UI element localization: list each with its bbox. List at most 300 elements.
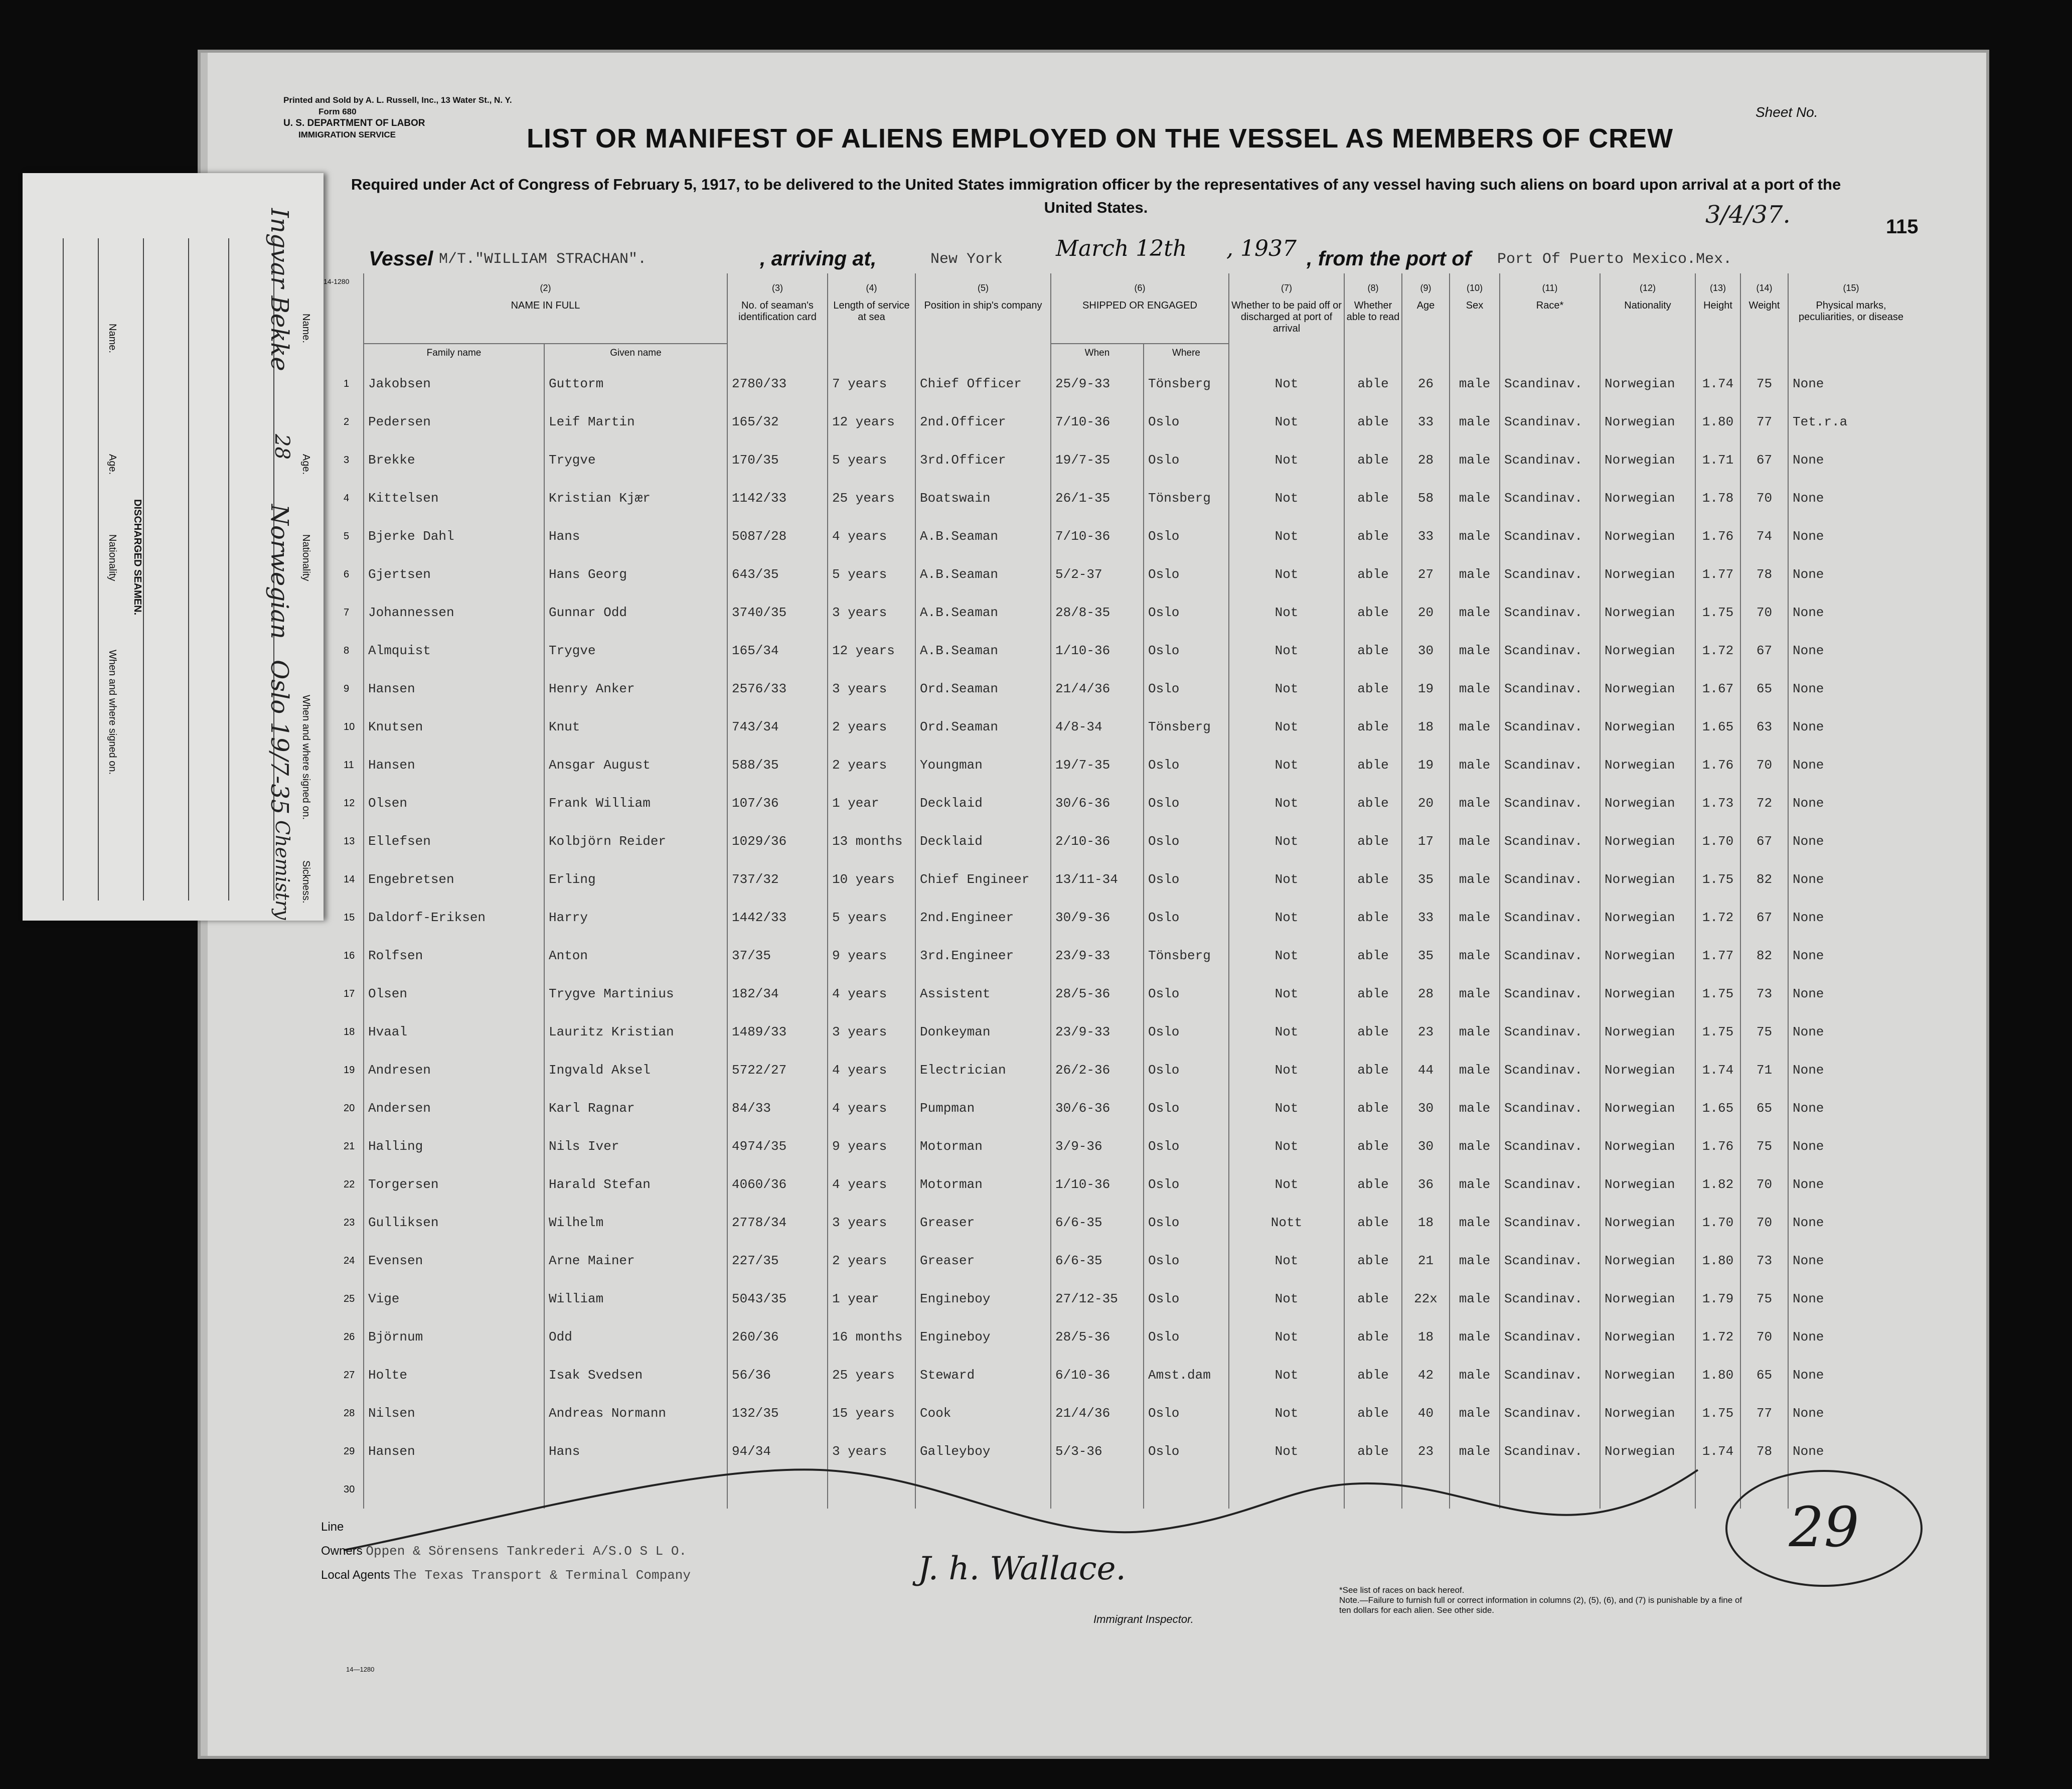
shipped-when-cell: 23/9-33 — [1051, 1013, 1144, 1051]
paid-off-cell: Not — [1229, 403, 1344, 441]
shipped-when-cell: 28/5-36 — [1051, 975, 1144, 1013]
col-paid-off-header: (7) Whether to be paid off or discharged at port of arrival — [1229, 273, 1344, 365]
col-height-header: (13) Height — [1695, 273, 1740, 365]
height-cell: 1.67 — [1695, 670, 1740, 708]
paid-off-cell: Not — [1229, 593, 1344, 632]
race-cell: Scandinav. — [1500, 365, 1600, 403]
paid-off-cell: Not — [1229, 1013, 1344, 1051]
family-name-cell: Olsen — [364, 975, 544, 1013]
paid-off-cell: Not — [1229, 1051, 1344, 1089]
paid-off-cell: Not — [1229, 899, 1344, 937]
shipped-where-cell: Oslo — [1144, 1318, 1229, 1356]
weight-cell: 73 — [1740, 1242, 1788, 1280]
nationality-cell: Norwegian — [1600, 365, 1695, 403]
given-name-cell: Andreas Normann — [544, 1394, 727, 1432]
race-cell: Scandinav. — [1500, 784, 1600, 822]
able-to-read-cell: able — [1344, 860, 1402, 899]
nationality-cell: Norwegian — [1600, 1165, 1695, 1204]
paid-off-cell: Not — [1229, 937, 1344, 975]
agents-value: The Texas Transport & Terminal Company — [393, 1568, 691, 1583]
nationality-cell: Norwegian — [1600, 1013, 1695, 1051]
weight-cell: 71 — [1740, 1051, 1788, 1089]
panel-rule — [143, 238, 144, 901]
nationality-cell: Norwegian — [1600, 441, 1695, 479]
nationality-cell: Norwegian — [1600, 555, 1695, 593]
height-cell: 1.73 — [1695, 784, 1740, 822]
given-name-cell: William — [544, 1280, 727, 1318]
panel-header-age: Age. — [300, 454, 311, 475]
panel-header-signed-2: When and where signed on. — [107, 650, 118, 775]
paid-off-cell: Not — [1229, 1356, 1344, 1394]
service-length-cell: 25 years — [828, 479, 915, 517]
able-to-read-cell: able — [1344, 593, 1402, 632]
family-name-cell: Engebretsen — [364, 860, 544, 899]
physical-marks-cell: None — [1788, 975, 1914, 1013]
penalty-note: Note.—Failure to furnish full or correct information in columns (2), (5), (6), and (7) is punishable by a fine of ten dollars for each alien. See other side. — [1339, 1595, 1742, 1615]
table-row — [344, 1394, 1914, 1432]
imprint-line: IMMIGRATION SERVICE — [298, 130, 396, 139]
service-length-cell: 9 years — [828, 1127, 915, 1165]
race-cell: Scandinav. — [1500, 593, 1600, 632]
weight-cell: 70 — [1740, 1165, 1788, 1204]
sex-cell: male — [1450, 479, 1500, 517]
given-name-cell: Kristian Kjær — [544, 479, 727, 517]
id-card-cell: 5043/35 — [727, 1280, 828, 1318]
able-to-read-cell: able — [1344, 1051, 1402, 1089]
row-number-cell: 20 — [344, 1102, 355, 1114]
sex-cell: male — [1450, 1242, 1500, 1280]
weight-cell: 77 — [1740, 1394, 1788, 1432]
table-row — [344, 708, 1914, 746]
table-row — [344, 1356, 1914, 1394]
able-to-read-cell: able — [1344, 1165, 1402, 1204]
service-length-cell: 2 years — [828, 708, 915, 746]
nationality-cell: Norwegian — [1600, 1204, 1695, 1242]
position-cell: Chief Officer — [915, 365, 1051, 403]
able-to-read-cell: able — [1344, 937, 1402, 975]
age-cell: 44 — [1402, 1051, 1450, 1089]
vessel-name: M/T."WILLIAM STRACHAN". — [439, 251, 647, 268]
physical-marks-cell: None — [1788, 1280, 1914, 1318]
given-name-cell: Lauritz Kristian — [544, 1013, 727, 1051]
able-to-read-cell: able — [1344, 1089, 1402, 1127]
able-to-read-cell: able — [1344, 784, 1402, 822]
col-card-header: (3) No. of seaman's identification card — [727, 273, 828, 365]
shipped-when-cell: 30/6-36 — [1051, 784, 1144, 822]
given-name-cell: Anton — [544, 937, 727, 975]
shipped-where-cell: Oslo — [1144, 784, 1229, 822]
nationality-cell: Norwegian — [1600, 670, 1695, 708]
physical-marks-cell: None — [1788, 1127, 1914, 1165]
race-cell: Scandinav. — [1500, 1051, 1600, 1089]
position-cell: 2nd.Engineer — [915, 899, 1051, 937]
discharged-age: 28 — [270, 434, 293, 460]
id-card-cell: 5087/28 — [727, 517, 828, 555]
shipped-where-cell: Oslo — [1144, 1204, 1229, 1242]
sex-cell: male — [1450, 1089, 1500, 1127]
panel-rule — [188, 238, 189, 901]
nationality-cell: Norwegian — [1600, 1089, 1695, 1127]
height-cell: 1.77 — [1695, 555, 1740, 593]
col-age-header: (9) Age — [1402, 273, 1450, 365]
physical-marks-cell: None — [1788, 441, 1914, 479]
physical-marks-cell: None — [1788, 1013, 1914, 1051]
id-card-cell: 643/35 — [727, 555, 828, 593]
id-card-cell: 3740/35 — [727, 593, 828, 632]
paid-off-cell: Nott — [1229, 1204, 1344, 1242]
nationality-cell: Norwegian — [1600, 1127, 1695, 1165]
family-name-cell: Johannessen — [364, 593, 544, 632]
given-name-cell: Hans Georg — [544, 555, 727, 593]
shipped-where-cell: Tönsberg — [1144, 365, 1229, 403]
family-name-cell: Rolfsen — [364, 937, 544, 975]
row-number-cell: 18 — [344, 1026, 355, 1037]
nationality-cell: Norwegian — [1600, 784, 1695, 822]
handwritten-date-note: 3/4/37. — [1705, 201, 1791, 229]
shipped-when-cell: 30/6-36 — [1051, 1089, 1144, 1127]
paid-off-cell: Not — [1229, 1127, 1344, 1165]
given-name-cell: Ansgar August — [544, 746, 727, 784]
sex-cell: male — [1450, 746, 1500, 784]
position-cell: Assistent — [915, 975, 1051, 1013]
shipped-where-cell: Oslo — [1144, 1242, 1229, 1280]
height-cell: 1.74 — [1695, 1432, 1740, 1470]
family-name-cell: Andersen — [364, 1089, 544, 1127]
paid-off-cell: Not — [1229, 975, 1344, 1013]
circled-crew-total: 29 — [1725, 1470, 1923, 1587]
panel-header-sickness: Sickness. — [300, 860, 311, 904]
nationality-cell: Norwegian — [1600, 1394, 1695, 1432]
height-cell: 1.80 — [1695, 1242, 1740, 1280]
age-cell: 28 — [1402, 441, 1450, 479]
id-card-cell: 84/33 — [727, 1089, 828, 1127]
service-length-cell: 5 years — [828, 555, 915, 593]
position-cell: Motorman — [915, 1165, 1051, 1204]
shipped-where-cell: Oslo — [1144, 1432, 1229, 1470]
shipped-when-cell: 28/5-36 — [1051, 1318, 1144, 1356]
row-number-cell: 2 — [344, 416, 350, 427]
able-to-read-cell: able — [1344, 555, 1402, 593]
physical-marks-cell: None — [1788, 746, 1914, 784]
position-cell: 3rd.Engineer — [915, 937, 1051, 975]
able-to-read-cell: able — [1344, 1127, 1402, 1165]
service-length-cell: 25 years — [828, 1356, 915, 1394]
id-card-cell: 2778/34 — [727, 1204, 828, 1242]
sex-cell: male — [1450, 1356, 1500, 1394]
age-cell: 18 — [1402, 1204, 1450, 1242]
physical-marks-cell: None — [1788, 860, 1914, 899]
position-cell: Ord.Seaman — [915, 670, 1051, 708]
paid-off-cell: Not — [1229, 1318, 1344, 1356]
col-service-header: (4) Length of service at sea — [828, 273, 915, 365]
age-cell: 30 — [1402, 1089, 1450, 1127]
physical-marks-cell: None — [1788, 670, 1914, 708]
row-number-cell: 3 — [344, 454, 350, 466]
given-name-cell: Harry — [544, 899, 727, 937]
owners-block — [321, 1515, 691, 1587]
service-length-cell: 16 months — [828, 1318, 915, 1356]
weight-cell: 70 — [1740, 593, 1788, 632]
height-cell: 1.80 — [1695, 403, 1740, 441]
age-cell: 33 — [1402, 403, 1450, 441]
id-card-cell: 227/35 — [727, 1242, 828, 1280]
arriving-port: New York — [930, 251, 1003, 268]
shipped-where-cell: Oslo — [1144, 670, 1229, 708]
shipped-when-cell: 21/4/36 — [1051, 1394, 1144, 1432]
row-number-cell: 1 — [344, 378, 350, 389]
service-length-cell: 15 years — [828, 1394, 915, 1432]
races-footnote: *See list of races on back hereof. — [1339, 1585, 1465, 1595]
weight-cell: 67 — [1740, 441, 1788, 479]
age-cell: 35 — [1402, 860, 1450, 899]
race-cell: Scandinav. — [1500, 1127, 1600, 1165]
sex-cell: male — [1450, 1394, 1500, 1432]
where-subheader: Where — [1144, 344, 1229, 365]
id-card-cell: 743/34 — [727, 708, 828, 746]
able-to-read-cell: able — [1344, 1318, 1402, 1356]
physical-marks-cell: None — [1788, 1165, 1914, 1204]
able-to-read-cell: able — [1344, 1204, 1402, 1242]
shipped-when-cell: 4/8-34 — [1051, 708, 1144, 746]
shipped-when-cell: 28/8-35 — [1051, 593, 1144, 632]
id-card-cell: 56/36 — [727, 1356, 828, 1394]
physical-marks-cell: None — [1788, 1051, 1914, 1089]
family-name-cell: Jakobsen — [364, 365, 544, 403]
shipped-when-cell: 19/7-35 — [1051, 746, 1144, 784]
paid-off-cell: Not — [1229, 708, 1344, 746]
position-cell: Chief Engineer — [915, 860, 1051, 899]
table-row — [344, 403, 1914, 441]
table-row — [344, 517, 1914, 555]
id-card-cell: 165/32 — [727, 403, 828, 441]
shipped-where-cell: Oslo — [1144, 1089, 1229, 1127]
height-cell: 1.75 — [1695, 860, 1740, 899]
panel-rule — [228, 238, 229, 901]
row-number-cell: 8 — [344, 645, 350, 656]
col-marks-header: (15) Physical marks, peculiarities, or disease — [1788, 273, 1914, 365]
row-number-cell: 13 — [344, 835, 355, 847]
height-cell: 1.72 — [1695, 899, 1740, 937]
row-number-cell: 25 — [344, 1293, 355, 1304]
height-cell: 1.76 — [1695, 1127, 1740, 1165]
family-name-cell: Björnum — [364, 1318, 544, 1356]
family-name-cell: Daldorf-Eriksen — [364, 899, 544, 937]
nationality-cell: Norwegian — [1600, 708, 1695, 746]
position-cell: Decklaid — [915, 822, 1051, 860]
weight-cell: 65 — [1740, 670, 1788, 708]
given-name-cell: Odd — [544, 1318, 727, 1356]
given-name-cell: Hans — [544, 517, 727, 555]
paid-off-cell: Not — [1229, 555, 1344, 593]
position-cell: Motorman — [915, 1127, 1051, 1165]
able-to-read-cell: able — [1344, 441, 1402, 479]
race-cell: Scandinav. — [1500, 1089, 1600, 1127]
age-cell: 33 — [1402, 899, 1450, 937]
shipped-when-cell: 7/10-36 — [1051, 517, 1144, 555]
able-to-read-cell: able — [1344, 670, 1402, 708]
discharged-signed: Oslo 19/7-35 — [265, 660, 293, 815]
weight-cell: 72 — [1740, 784, 1788, 822]
paid-off-cell: Not — [1229, 1432, 1344, 1470]
race-cell: Scandinav. — [1500, 1394, 1600, 1432]
given-name-cell: Isak Svedsen — [544, 1356, 727, 1394]
position-cell: Galleyboy — [915, 1432, 1051, 1470]
table-row — [344, 975, 1914, 1013]
inspector-signature: J. h. Wallace. — [918, 1550, 1126, 1587]
height-cell: 1.78 — [1695, 479, 1740, 517]
col-nationality-header: (12) Nationality — [1600, 273, 1695, 365]
id-card-cell: 1142/33 — [727, 479, 828, 517]
given-name-cell: Harald Stefan — [544, 1165, 727, 1204]
age-cell: 20 — [1402, 784, 1450, 822]
row-number-cell: 9 — [344, 683, 350, 694]
shipped-where-cell: Tönsberg — [1144, 708, 1229, 746]
footnotes — [1339, 1585, 1750, 1615]
paid-off-cell: Not — [1229, 822, 1344, 860]
age-cell: 23 — [1402, 1013, 1450, 1051]
physical-marks-cell: None — [1788, 1394, 1914, 1432]
physical-marks-cell: None — [1788, 632, 1914, 670]
row-number-cell: 29 — [344, 1445, 355, 1457]
given-name-cell: Nils Iver — [544, 1127, 727, 1165]
age-cell: 21 — [1402, 1242, 1450, 1280]
shipped-when-cell: 27/12-35 — [1051, 1280, 1144, 1318]
shipped-when-cell: 23/9-33 — [1051, 937, 1144, 975]
shipped-when-cell: 5/2-37 — [1051, 555, 1144, 593]
position-cell: Youngman — [915, 746, 1051, 784]
id-card-cell: 260/36 — [727, 1318, 828, 1356]
age-cell: 20 — [1402, 593, 1450, 632]
table-row — [344, 1127, 1914, 1165]
race-cell: Scandinav. — [1500, 1013, 1600, 1051]
page-title: LIST OR MANIFEST OF ALIENS EMPLOYED ON THE VESSEL AS MEMBERS OF CREW — [527, 123, 1674, 154]
weight-cell: 70 — [1740, 746, 1788, 784]
row-number-cell: 5 — [344, 530, 350, 542]
imprint-line: Printed and Sold by A. L. Russell, Inc., 13 Water St., N. Y. — [283, 95, 512, 105]
position-cell: Decklaid — [915, 784, 1051, 822]
shipped-when-cell: 26/2-36 — [1051, 1051, 1144, 1089]
sex-cell: male — [1450, 632, 1500, 670]
service-length-cell: 4 years — [828, 1165, 915, 1204]
height-cell: 1.70 — [1695, 822, 1740, 860]
service-length-cell: 4 years — [828, 517, 915, 555]
height-cell: 1.75 — [1695, 593, 1740, 632]
weight-cell: 70 — [1740, 479, 1788, 517]
id-card-cell: 37/35 — [727, 937, 828, 975]
table-row — [344, 1280, 1914, 1318]
position-cell: Greaser — [915, 1242, 1051, 1280]
panel-rule — [63, 238, 64, 901]
nationality-cell: Norwegian — [1600, 899, 1695, 937]
form-number-bottom: 14—1280 — [346, 1666, 375, 1673]
id-card-cell: 1489/33 — [727, 1013, 828, 1051]
row-number-cell: 23 — [344, 1217, 355, 1228]
height-cell: 1.72 — [1695, 632, 1740, 670]
row-number-cell: 6 — [344, 568, 350, 580]
id-card-cell: 165/34 — [727, 632, 828, 670]
shipped-where-cell: Oslo — [1144, 1394, 1229, 1432]
table-row — [344, 746, 1914, 784]
discharged-seamen-panel — [23, 173, 324, 921]
physical-marks-cell: Tet.r.a — [1788, 403, 1914, 441]
id-card-cell: 4974/35 — [727, 1127, 828, 1165]
physical-marks-cell: None — [1788, 1089, 1914, 1127]
id-card-cell: 132/35 — [727, 1394, 828, 1432]
weight-cell: 67 — [1740, 632, 1788, 670]
family-name-cell: Bjerke Dahl — [364, 517, 544, 555]
row-number-cell: 11 — [344, 759, 354, 771]
sex-cell: male — [1450, 441, 1500, 479]
family-name-cell: Gulliksen — [364, 1204, 544, 1242]
col-weight-header: (14) Weight — [1740, 273, 1788, 365]
imprint-line: Form 680 — [318, 107, 357, 116]
sex-cell: male — [1450, 784, 1500, 822]
race-cell: Scandinav. — [1500, 937, 1600, 975]
paid-off-cell: Not — [1229, 746, 1344, 784]
paid-off-cell: Not — [1229, 860, 1344, 899]
race-cell: Scandinav. — [1500, 479, 1600, 517]
table-row — [344, 555, 1914, 593]
paid-off-cell: Not — [1229, 632, 1344, 670]
position-cell: 3rd.Officer — [915, 441, 1051, 479]
position-cell: A.B.Seaman — [915, 593, 1051, 632]
imprint-line: U. S. DEPARTMENT OF LABOR — [283, 118, 425, 128]
age-cell: 30 — [1402, 632, 1450, 670]
sex-cell: male — [1450, 860, 1500, 899]
able-to-read-cell: able — [1344, 403, 1402, 441]
given-name-cell: Karl Ragnar — [544, 1089, 727, 1127]
position-cell: A.B.Seaman — [915, 517, 1051, 555]
shipped-where-cell: Oslo — [1144, 1013, 1229, 1051]
family-name-cell: Pedersen — [364, 403, 544, 441]
height-cell: 1.75 — [1695, 1013, 1740, 1051]
position-cell: Engineboy — [915, 1280, 1051, 1318]
nationality-cell: Norwegian — [1600, 1280, 1695, 1318]
paid-off-cell: Not — [1229, 670, 1344, 708]
service-length-cell: 12 years — [828, 632, 915, 670]
nationality-cell: Norwegian — [1600, 1356, 1695, 1394]
nationality-cell: Norwegian — [1600, 517, 1695, 555]
given-name-cell: Arne Mainer — [544, 1242, 727, 1280]
position-cell: 2nd.Officer — [915, 403, 1051, 441]
shipped-where-cell: Tönsberg — [1144, 479, 1229, 517]
service-length-cell: 3 years — [828, 1204, 915, 1242]
race-cell: Scandinav. — [1500, 975, 1600, 1013]
height-cell: 1.79 — [1695, 1280, 1740, 1318]
physical-marks-cell: None — [1788, 479, 1914, 517]
race-cell: Scandinav. — [1500, 1204, 1600, 1242]
given-name-cell: Gunnar Odd — [544, 593, 727, 632]
form-number: 14-1280 — [324, 277, 350, 285]
physical-marks-cell: None — [1788, 1204, 1914, 1242]
race-cell: Scandinav. — [1500, 1356, 1600, 1394]
shipped-where-cell: Oslo — [1144, 899, 1229, 937]
given-name-cell: Erling — [544, 860, 727, 899]
physical-marks-cell: None — [1788, 1242, 1914, 1280]
panel-header-name-2: Name. — [107, 324, 118, 353]
service-length-cell: 13 months — [828, 822, 915, 860]
row-number-cell: 15 — [344, 912, 355, 923]
table-row — [344, 632, 1914, 670]
service-length-cell: 9 years — [828, 937, 915, 975]
family-name-cell: Andresen — [364, 1051, 544, 1089]
service-length-cell: 2 years — [828, 746, 915, 784]
race-cell: Scandinav. — [1500, 555, 1600, 593]
vessel-label: Vessel — [369, 247, 433, 270]
nationality-cell: Norwegian — [1600, 975, 1695, 1013]
race-cell: Scandinav. — [1500, 670, 1600, 708]
position-cell: Boatswain — [915, 479, 1051, 517]
